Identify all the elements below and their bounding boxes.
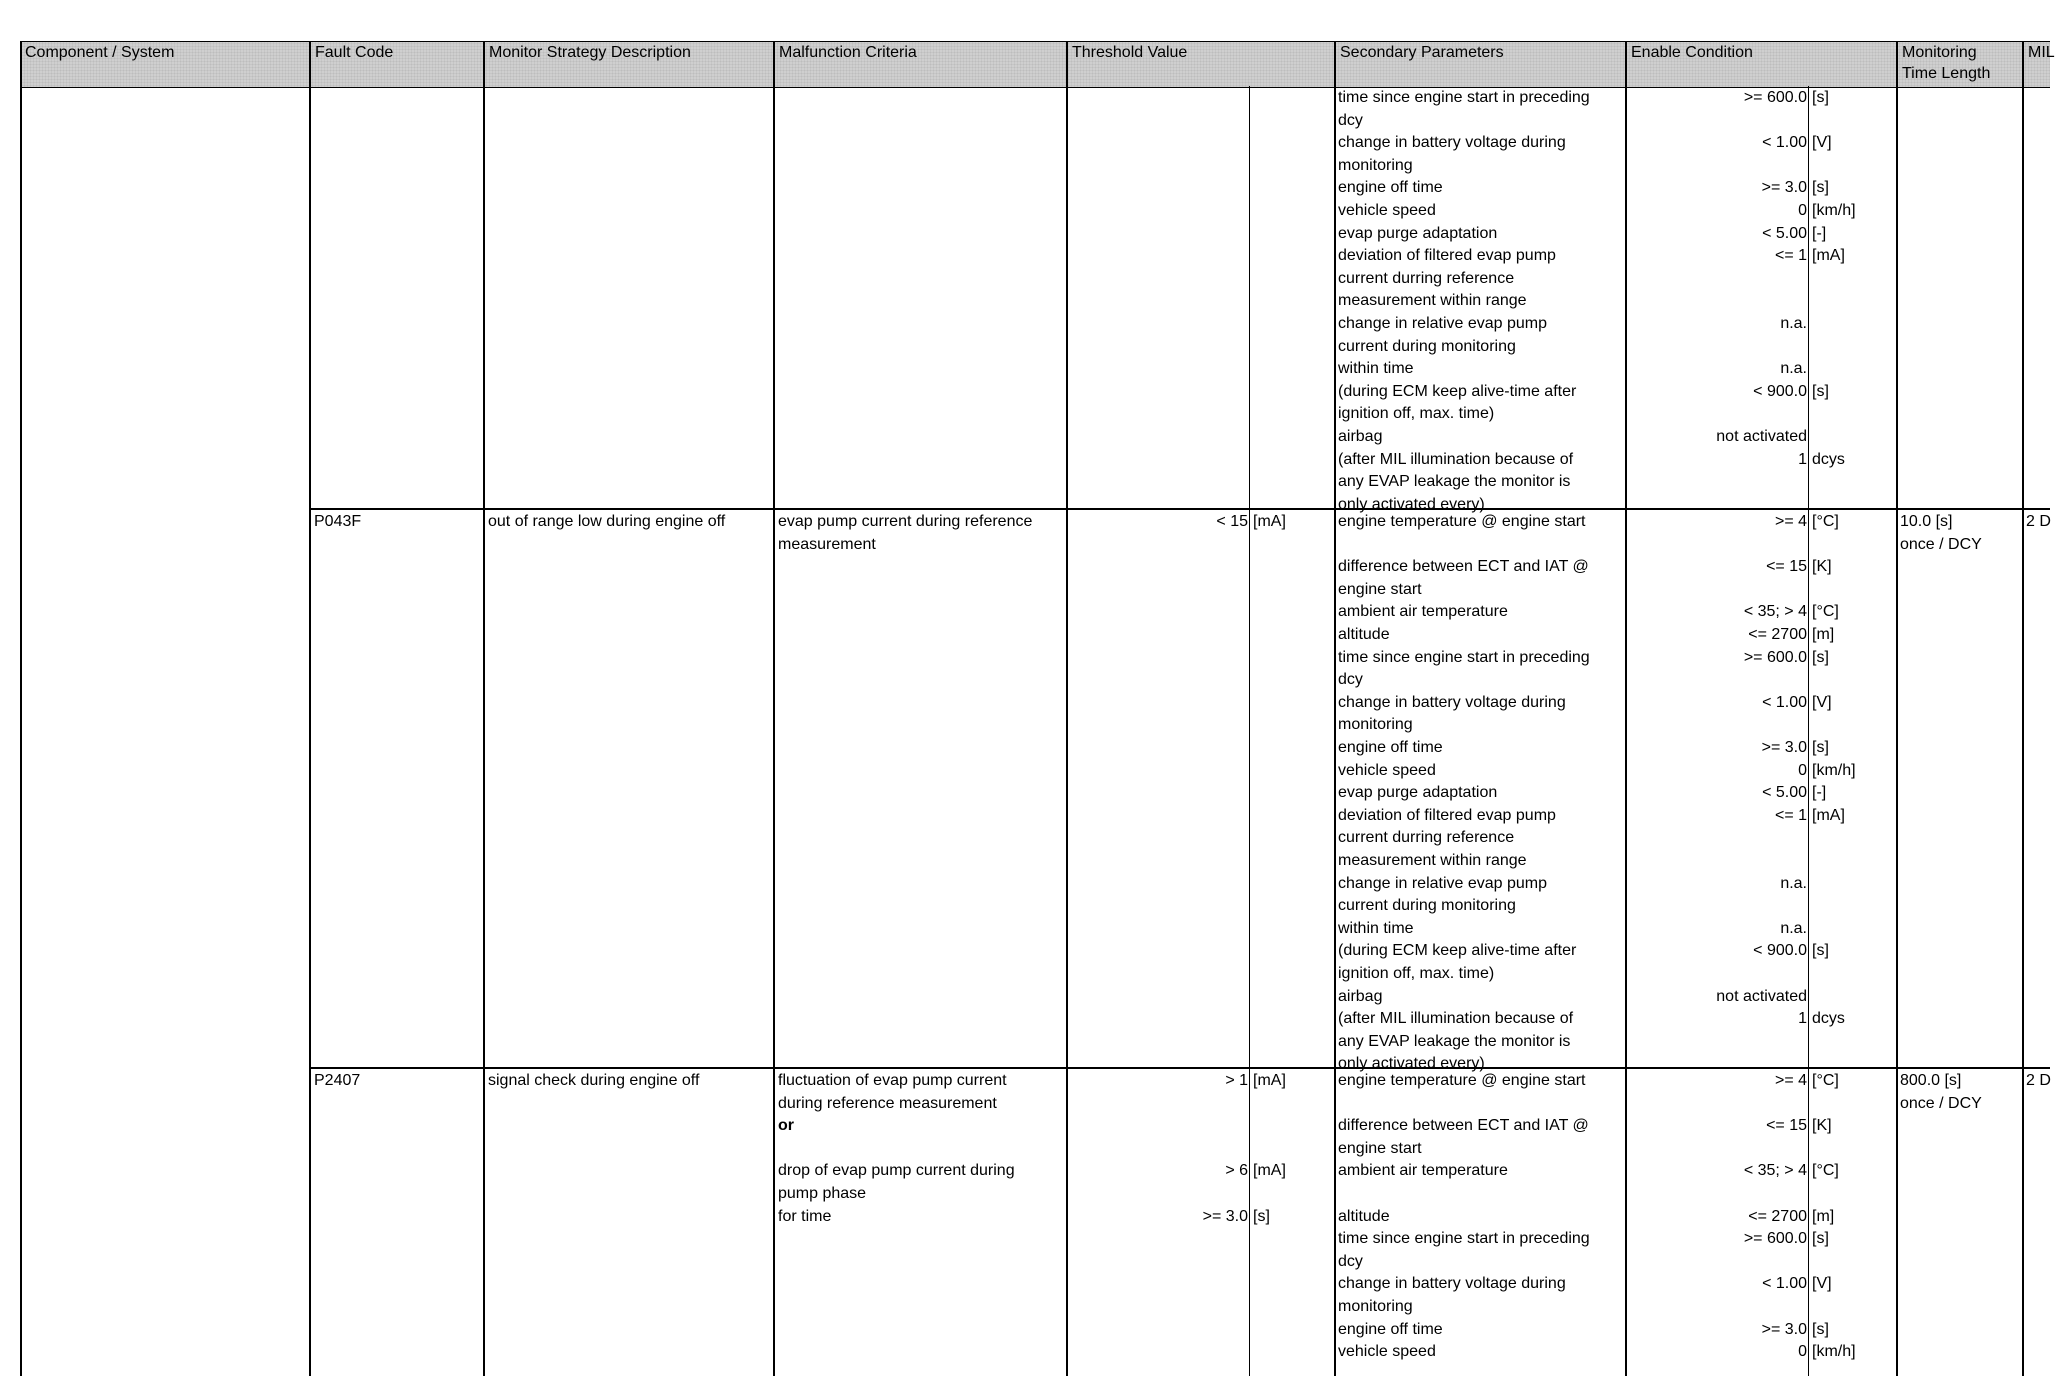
enable-condition-unit: [mA] [1812,806,1845,824]
grid-line [20,41,22,1376]
enable-condition-value: < 5.00 [1762,224,1807,242]
threshold-unit: [mA] [1253,513,1286,530]
mil-value: 2 D [2026,513,2051,530]
grid-line [1896,41,1898,1376]
secondary-parameter: time since engine start in preceding [1338,89,1590,106]
enable-condition-unit: [s] [1812,89,1829,106]
secondary-parameter: engine start [1338,1139,1422,1157]
enable-condition-value: < 35; > 4 [1743,1162,1807,1180]
row-separator [309,1067,2050,1069]
secondary-parameter: within time [1338,360,1414,378]
enable-condition-unit: [V] [1812,134,1832,152]
enable-condition-value: not activated [1716,987,1807,1005]
enable-condition-unit: [K] [1812,1117,1832,1135]
monitor-strategy: signal check during engine off [488,1072,700,1089]
grid-line [2022,41,2024,1376]
malfunction-criteria: measurement [778,535,876,553]
secondary-parameter: time since engine start in preceding [1338,1230,1590,1248]
header-mil: MIL [2028,44,2055,61]
secondary-parameter: change in battery voltage during [1338,693,1566,711]
enable-condition-value: <= 2700 [1748,626,1807,643]
secondary-parameter: dcy [1338,671,1363,689]
enable-condition-unit: [s] [1812,648,1829,666]
enable-condition-unit: [km/h] [1812,1343,1856,1361]
secondary-parameter: time since engine start in preceding [1338,648,1590,666]
enable-condition-value: <= 1 [1774,806,1807,824]
malfunction-criteria: evap pump current during reference [778,513,1033,530]
secondary-parameter: monitoring [1338,1298,1413,1315]
enable-condition-unit: [s] [1812,1320,1829,1338]
enable-condition-unit: [°C] [1812,513,1839,530]
fault-code: P043F [314,513,362,530]
enable-condition-value: >= 600.0 [1743,89,1807,106]
secondary-parameter: (during ECM keep alive-time after [1338,942,1577,960]
secondary-parameter: deviation of filtered evap pump [1338,247,1556,265]
enable-condition-unit: [m] [1812,626,1835,643]
enable-condition-unit: [°C] [1812,603,1839,621]
header-monitoring-time [1899,42,1990,84]
secondary-parameter: any EVAP leakage the monitor is [1338,473,1571,491]
header-fault-code: Fault Code [315,44,394,61]
enable-condition-value: 1 [1798,1010,1807,1028]
enable-condition-unit: [°C] [1812,1162,1839,1180]
enable-condition-value: < 1.00 [1762,693,1807,711]
monitoring-time: once / DCY [1900,535,1982,553]
secondary-parameter: evap purge adaptation [1338,784,1498,802]
enable-condition-value: <= 1 [1774,247,1807,265]
malfunction-criteria: pump phase [778,1185,867,1202]
threshold-unit: [s] [1253,1207,1270,1225]
threshold-unit: [mA] [1253,1162,1286,1180]
secondary-parameter: any EVAP leakage the monitor is [1338,1032,1571,1050]
grid-line [309,41,311,1376]
enable-condition-unit: [K] [1812,558,1832,576]
enable-condition-value: >= 3.0 [1761,1320,1807,1338]
enable-condition-value: <= 15 [1766,558,1807,576]
enable-condition-value: <= 2700 [1748,1207,1807,1225]
enable-condition-unit: dcys [1812,450,1845,468]
secondary-parameter: ignition off, max. time) [1338,405,1495,423]
enable-condition-value: not activated [1716,428,1807,445]
header-monitoring-time-line1: Monitoring [1902,44,1977,61]
header-malfunction-criteria: Malfunction Criteria [779,44,917,61]
malfunction-criteria: or [778,1117,794,1135]
secondary-parameter: altitude [1338,626,1390,643]
enable-condition-unit: [km/h] [1812,202,1856,219]
secondary-parameter: dcy [1338,1252,1363,1270]
malfunction-criteria: for time [778,1207,832,1225]
enable-condition-unit: dcys [1812,1010,1845,1028]
header-component: Component / System [25,44,175,61]
secondary-parameter: current durring reference [1338,829,1515,847]
secondary-parameter: (during ECM keep alive-time after [1338,382,1577,400]
fault-code: P2407 [314,1072,361,1089]
secondary-parameter: engine temperature @ engine start [1338,1072,1586,1089]
enable-condition-value: >= 600.0 [1743,1230,1807,1248]
secondary-parameter: engine off time [1338,1320,1443,1338]
secondary-parameter: change in battery voltage during [1338,1275,1566,1293]
secondary-parameter: within time [1338,919,1414,937]
secondary-parameter: vehicle speed [1338,202,1436,219]
enable-condition-value: n.a. [1780,919,1807,937]
secondary-parameter: difference between ECT and IAT @ [1338,558,1589,576]
secondary-parameter: vehicle speed [1338,1343,1436,1361]
grid-line [483,41,485,1376]
enable-condition-value: n.a. [1780,315,1807,332]
enable-condition-value: >= 4 [1774,1072,1807,1089]
enable-condition-value: < 5.00 [1762,784,1807,802]
threshold-unit: [mA] [1253,1072,1286,1089]
enable-condition-unit: [s] [1812,382,1829,400]
grid-line [773,41,775,1376]
enable-condition-unit: [km/h] [1812,761,1856,779]
enable-condition-value: 0 [1798,1343,1807,1361]
secondary-parameter: evap purge adaptation [1338,224,1498,242]
secondary-parameter: engine off time [1338,739,1443,756]
monitoring-time: 10.0 [s] [1900,513,1953,530]
enable-condition-value: >= 3.0 [1761,739,1807,756]
secondary-parameter: ambient air temperature [1338,1162,1508,1180]
enable-condition-unit: [°C] [1812,1072,1839,1089]
secondary-parameter: measurement within range [1338,852,1527,869]
enable-condition-unit: [-] [1812,784,1827,802]
enable-condition-value: n.a. [1780,874,1807,892]
secondary-parameter: (after MIL illumination because of [1338,450,1574,468]
enable-condition-unit: [s] [1812,942,1829,960]
secondary-parameter: change in relative evap pump [1338,315,1548,332]
enable-condition-unit: [s] [1812,179,1829,197]
secondary-parameter: current during monitoring [1338,897,1516,915]
mil-value: 2 D [2026,1072,2051,1089]
secondary-parameter: monitoring [1338,716,1413,734]
enable-condition-unit: [V] [1812,1275,1832,1293]
monitor-strategy: out of range low during engine off [488,513,726,530]
header-enable-condition: Enable Condition [1631,44,1753,61]
grid-line [1808,86,1809,1376]
enable-condition-value: >= 4 [1774,513,1807,530]
secondary-parameter: change in relative evap pump [1338,874,1548,892]
secondary-parameter: difference between ECT and IAT @ [1338,1117,1589,1135]
enable-condition-unit: [s] [1812,1230,1829,1248]
secondary-parameter: ignition off, max. time) [1338,965,1495,982]
enable-condition-unit: [-] [1812,224,1827,242]
enable-condition-value: >= 600.0 [1743,648,1807,666]
enable-condition-value: 0 [1798,761,1807,779]
header-monitoring-time-line2: Time Length [1902,65,1991,82]
header-monitor-strategy: Monitor Strategy Description [489,44,691,61]
grid-line [1625,41,1627,1376]
enable-condition-value: < 1.00 [1762,1275,1807,1293]
secondary-parameter: airbag [1338,428,1383,445]
secondary-parameter: change in battery voltage during [1338,134,1566,152]
secondary-parameter: current during monitoring [1338,337,1516,355]
enable-condition-unit: [m] [1812,1207,1835,1225]
threshold-value: >= 3.0 [1202,1207,1248,1225]
secondary-parameter: deviation of filtered evap pump [1338,806,1556,824]
monitoring-time: once / DCY [1900,1094,1982,1112]
enable-condition-value: n.a. [1780,360,1807,378]
grid-line [1334,41,1336,1376]
secondary-parameter: ambient air temperature [1338,603,1508,621]
secondary-parameter: only activated every) [1338,495,1485,513]
enable-condition-value: < 1.00 [1762,134,1807,152]
secondary-parameter: only activated every) [1338,1055,1485,1073]
header-secondary-parameters: Secondary Parameters [1340,44,1504,61]
grid-line [1066,41,1068,1376]
secondary-parameter: dcy [1338,111,1363,129]
malfunction-criteria: during reference measurement [778,1094,997,1112]
grid-line [1249,86,1250,1376]
enable-condition-value: 1 [1798,450,1807,468]
enable-condition-unit: [V] [1812,693,1832,711]
secondary-parameter: vehicle speed [1338,761,1436,779]
secondary-parameter: engine temperature @ engine start [1338,513,1586,530]
monitoring-time: 800.0 [s] [1900,1072,1962,1089]
secondary-parameter: (after MIL illumination because of [1338,1010,1574,1028]
enable-condition-value: <= 15 [1766,1117,1807,1135]
row-separator [309,508,2050,510]
enable-condition-unit: [s] [1812,739,1829,756]
header-threshold-value: Threshold Value [1072,44,1188,61]
malfunction-criteria: fluctuation of evap pump current [778,1072,1007,1089]
secondary-parameter: airbag [1338,987,1383,1005]
secondary-parameter: current durring reference [1338,269,1515,287]
threshold-value: < 15 [1216,513,1248,530]
enable-condition-value: >= 3.0 [1761,179,1807,197]
secondary-parameter: engine start [1338,580,1422,598]
secondary-parameter: measurement within range [1338,292,1527,310]
threshold-value: > 6 [1225,1162,1248,1180]
enable-condition-value: < 900.0 [1753,382,1807,400]
secondary-parameter: altitude [1338,1207,1390,1225]
secondary-parameter: monitoring [1338,156,1413,174]
secondary-parameter: engine off time [1338,179,1443,197]
enable-condition-value: < 35; > 4 [1743,603,1807,621]
enable-condition-unit: [mA] [1812,247,1845,265]
malfunction-criteria: drop of evap pump current during [778,1162,1015,1180]
threshold-value: > 1 [1225,1072,1248,1089]
enable-condition-value: < 900.0 [1753,942,1807,960]
enable-condition-value: 0 [1798,202,1807,219]
